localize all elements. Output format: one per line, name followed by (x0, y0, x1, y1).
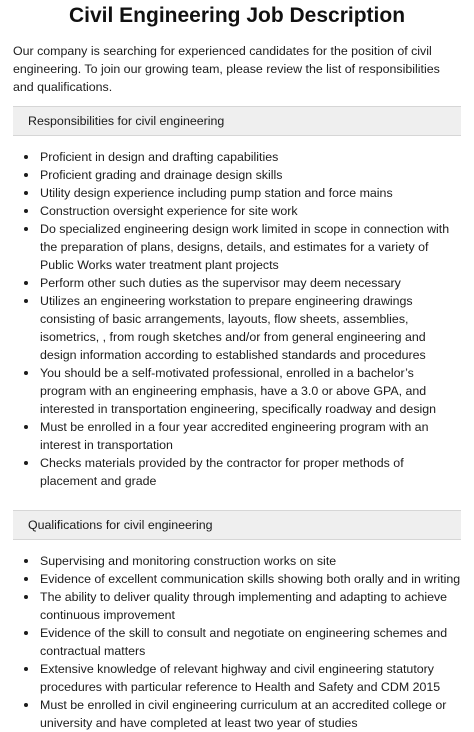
qualification-item: The ability to deliver quality through implementing and adapting to achieve continuous improvement (13, 588, 461, 624)
qualification-item: Must be enrolled in civil engineering curriculum at an accredited college or university and have completed at least two year of studies (13, 696, 461, 732)
intro-paragraph: Our company is searching for experienced candidates for the position of civil engineering. To join our growing team, please review the list of responsibilities and qualifications. (13, 44, 440, 94)
qualification-item: Extensive knowledge of relevant highway and civil engineering statutory procedures with particular reference to Health and Safety and CDM 2015 (13, 660, 461, 696)
qualifications-heading: Qualifications for civil engineering (13, 510, 461, 540)
responsibility-item: Do specialized engineering design work limited in scope in connection with the preparation of plans, designs, details, and estimates for a variety of Public Works water treatment plant projects (13, 220, 461, 274)
responsibilities-heading: Responsibilities for civil engineering (13, 106, 461, 136)
page-title: Civil Engineering Job Description (68, 4, 406, 27)
qualifications-list (13, 552, 461, 732)
qualification-item: Supervising and monitoring construction works on site (13, 552, 461, 570)
responsibility-item: Checks materials provided by the contractor for proper methods of placement and grade (13, 454, 461, 490)
responsibilities-list (13, 148, 461, 490)
responsibility-item: Must be enrolled in a four year accredited engineering program with an interest in transportation (13, 418, 461, 454)
responsibility-item: Proficient grading and drainage design skills (13, 166, 461, 184)
qualification-item: Evidence of excellent communication skills showing both orally and in writing (13, 570, 461, 588)
responsibility-item: Utilizes an engineering workstation to prepare engineering drawings consisting of basic arrangements, layouts, flow sheets, assemblies, isometrics, , from rough sketches and/or from general engineering and design information according to established standards and procedures (13, 292, 461, 364)
responsibility-item: Proficient in design and drafting capabilities (13, 148, 461, 166)
responsibility-item: Utility design experience including pump station and force mains (13, 184, 461, 202)
responsibility-item: Perform other such duties as the supervisor may deem necessary (13, 274, 461, 292)
qualification-item: Evidence of the skill to consult and negotiate on engineering schemes and contractual matters (13, 624, 461, 660)
responsibility-item: Construction oversight experience for site work (13, 202, 461, 220)
responsibility-item: You should be a self-motivated professional, enrolled in a bachelor’s program with an engineering emphasis, have a 3.0 or above GPA, and interested in transportation engineering, specifically roadway and design (13, 364, 461, 418)
